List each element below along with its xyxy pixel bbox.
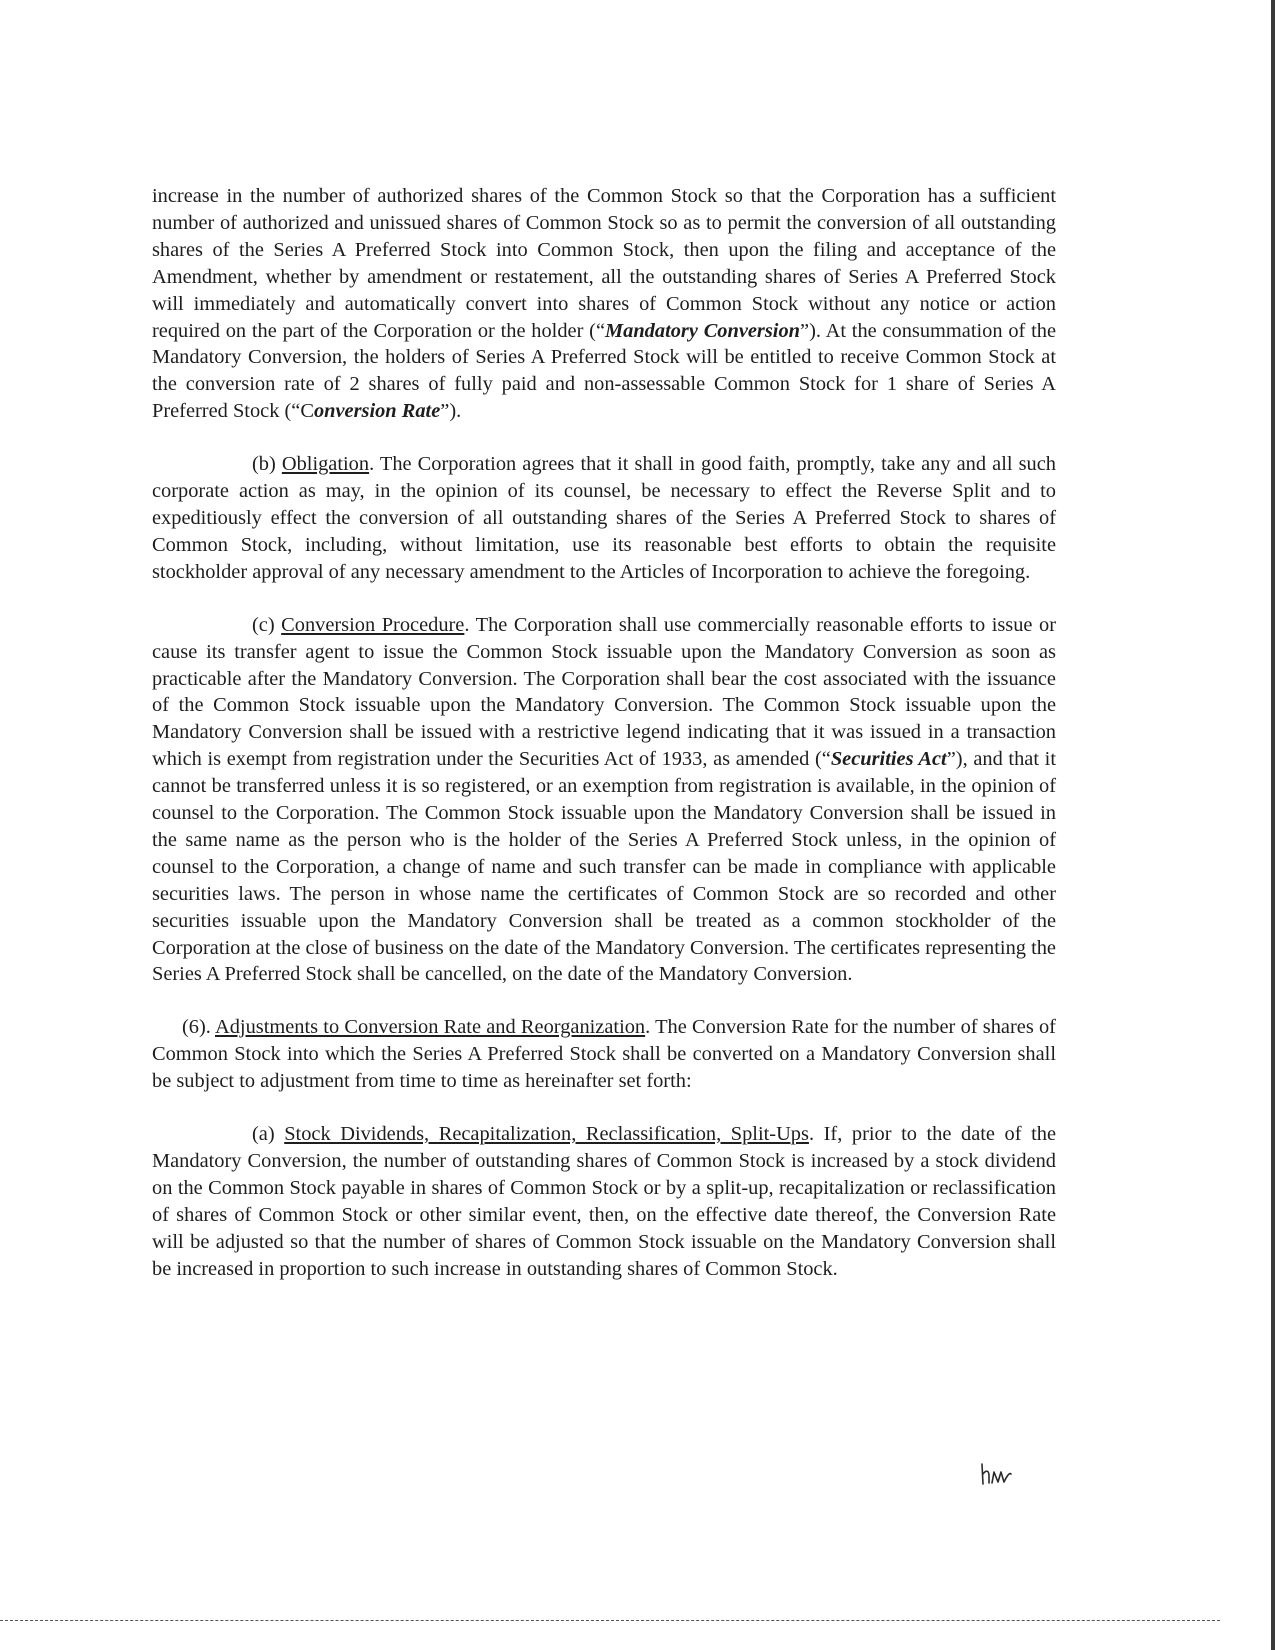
paragraph-stock-dividends (152, 1121, 1056, 1282)
paragraph-text: ”). (440, 400, 462, 423)
paragraph-text: . If, prior to the date of the Mandatory Conversion, the number of outstanding shares of Common Stock is increased by a stock dividend on the Common Stock payable in shares of Common Stock or by a split-up, recapitalization or reclassification of shares of Common Stock or other similar event, then, on the effective date thereof, the Conversion Rate will be adjusted so that the number of shares of Common Stock issuable on the Mandatory Conversion shall be increased in proportion to such increase in outstanding shares of Common Stock. (152, 1123, 1056, 1280)
scan-edge (1271, 0, 1275, 1650)
paragraph-text: . The Corporation agrees that it shall in good faith, promptly, take any and all such corporate action as may, in the opinion of its counsel, be necessary to effect the Reverse Split and to expeditiously effect the conversion of all outstanding shares of the Series A Preferred Stock to shares of Common Stock, including, without limitation, use its reasonable best efforts to obtain the requisite stockholder approval of any necessary amendment to the Articles of Incorporation to achieve the foregoing. (152, 453, 1056, 583)
defined-term-securities-act: Securities Act (830, 748, 947, 771)
section-heading-stock-dividends: Stock Dividends, Recapitalization, Reclassification, Split-Ups (284, 1123, 809, 1146)
section-heading-obligation: Obligation (281, 453, 370, 476)
defined-term-mandatory-conversion: Mandatory Conversion (605, 319, 801, 342)
section-number: (c) (252, 613, 282, 636)
section-heading-conversion-procedure: Conversion Procedure (281, 613, 465, 636)
handwritten-initials (978, 1460, 1018, 1488)
paragraph-text: increase in the number of authorized shares of the Common Stock so that the Corporation has a sufficient number of authorized and unissued shares of Common Stock so as to permit the conversion of all outstanding shares of the Series A Preferred Stock into Common Stock, then upon the filing and acceptance of the Amendment, whether by amendment or restatement, all the outstanding shares of Series A Preferred Stock will immediately and automatically convert into shares of Common Stock without any notice or action required on the part of the Corporation or the holder (“ (152, 185, 1056, 342)
document-body (152, 183, 1056, 1283)
section-number: (b) (252, 453, 282, 476)
paragraph-text: . The Corporation shall use commercially reasonable efforts to issue or cause its transfer agent to issue the Common Stock issuable upon the Mandatory Conversion as soon as practicable after the Mandatory Conversion. The Corporation shall bear the cost associated with the issuance of the Common Stock issuable upon the Mandatory Conversion. The Common Stock issuable upon the Mandatory Conversion shall be issued with a restrictive legend indicating that it was issued in a transaction which is exempt from registration under the Securities Act of 1933, as amended (“ (152, 613, 1056, 771)
paragraph-text: ”). At the consummation of the Mandatory Conversion, the holders of Series A Preferred Stock will be entitled to receive Common Stock at the conversion rate of 2 shares of fully paid and non-assessable Common Stock for 1 share of Series A Preferred Stock (“C (152, 319, 1056, 423)
section-heading-adjustments: Adjustments to Conversion Rate and Reorganization (214, 1016, 646, 1039)
page-bottom-rule (0, 1620, 1220, 1621)
paragraph-obligation (152, 451, 1056, 586)
paragraph-conversion-procedure (152, 612, 1056, 989)
paragraph-mandatory-conversion (152, 183, 1056, 425)
paragraph-text: ”), and that it cannot be transferred unless it is so registered, or an exemption from registration is available, in the opinion of counsel to the Corporation. The Common Stock issuable upon the Mandatory Conversion shall be issued in the same name as the person who is the holder of the Series A Preferred Stock unless, in the opinion of counsel to the Corporation, a change of name and such transfer can be made in compliance with applicable securities laws. The person in whose name the certificates of Common Stock are so recorded and other securities issuable upon the Mandatory Conversion shall be treated as a common stockholder of the Corporation at the close of business on the date of the Mandatory Conversion. The certificates representing the Series A Preferred Stock shall be cancelled, on the date of the Mandatory Conversion. (152, 748, 1056, 986)
section-number: (a) (252, 1123, 285, 1146)
section-number: (6). (182, 1016, 215, 1039)
paragraph-text: . The Conversion Rate for the number of shares of Common Stock into which the Series A Preferred Stock shall be converted on a Mandatory Conversion shall be subject to adjustment from time to time as hereinafter set forth: (152, 1016, 1056, 1093)
defined-term-conversion-rate: onversion Rate (313, 400, 441, 423)
paragraph-adjustments (152, 1014, 1056, 1095)
